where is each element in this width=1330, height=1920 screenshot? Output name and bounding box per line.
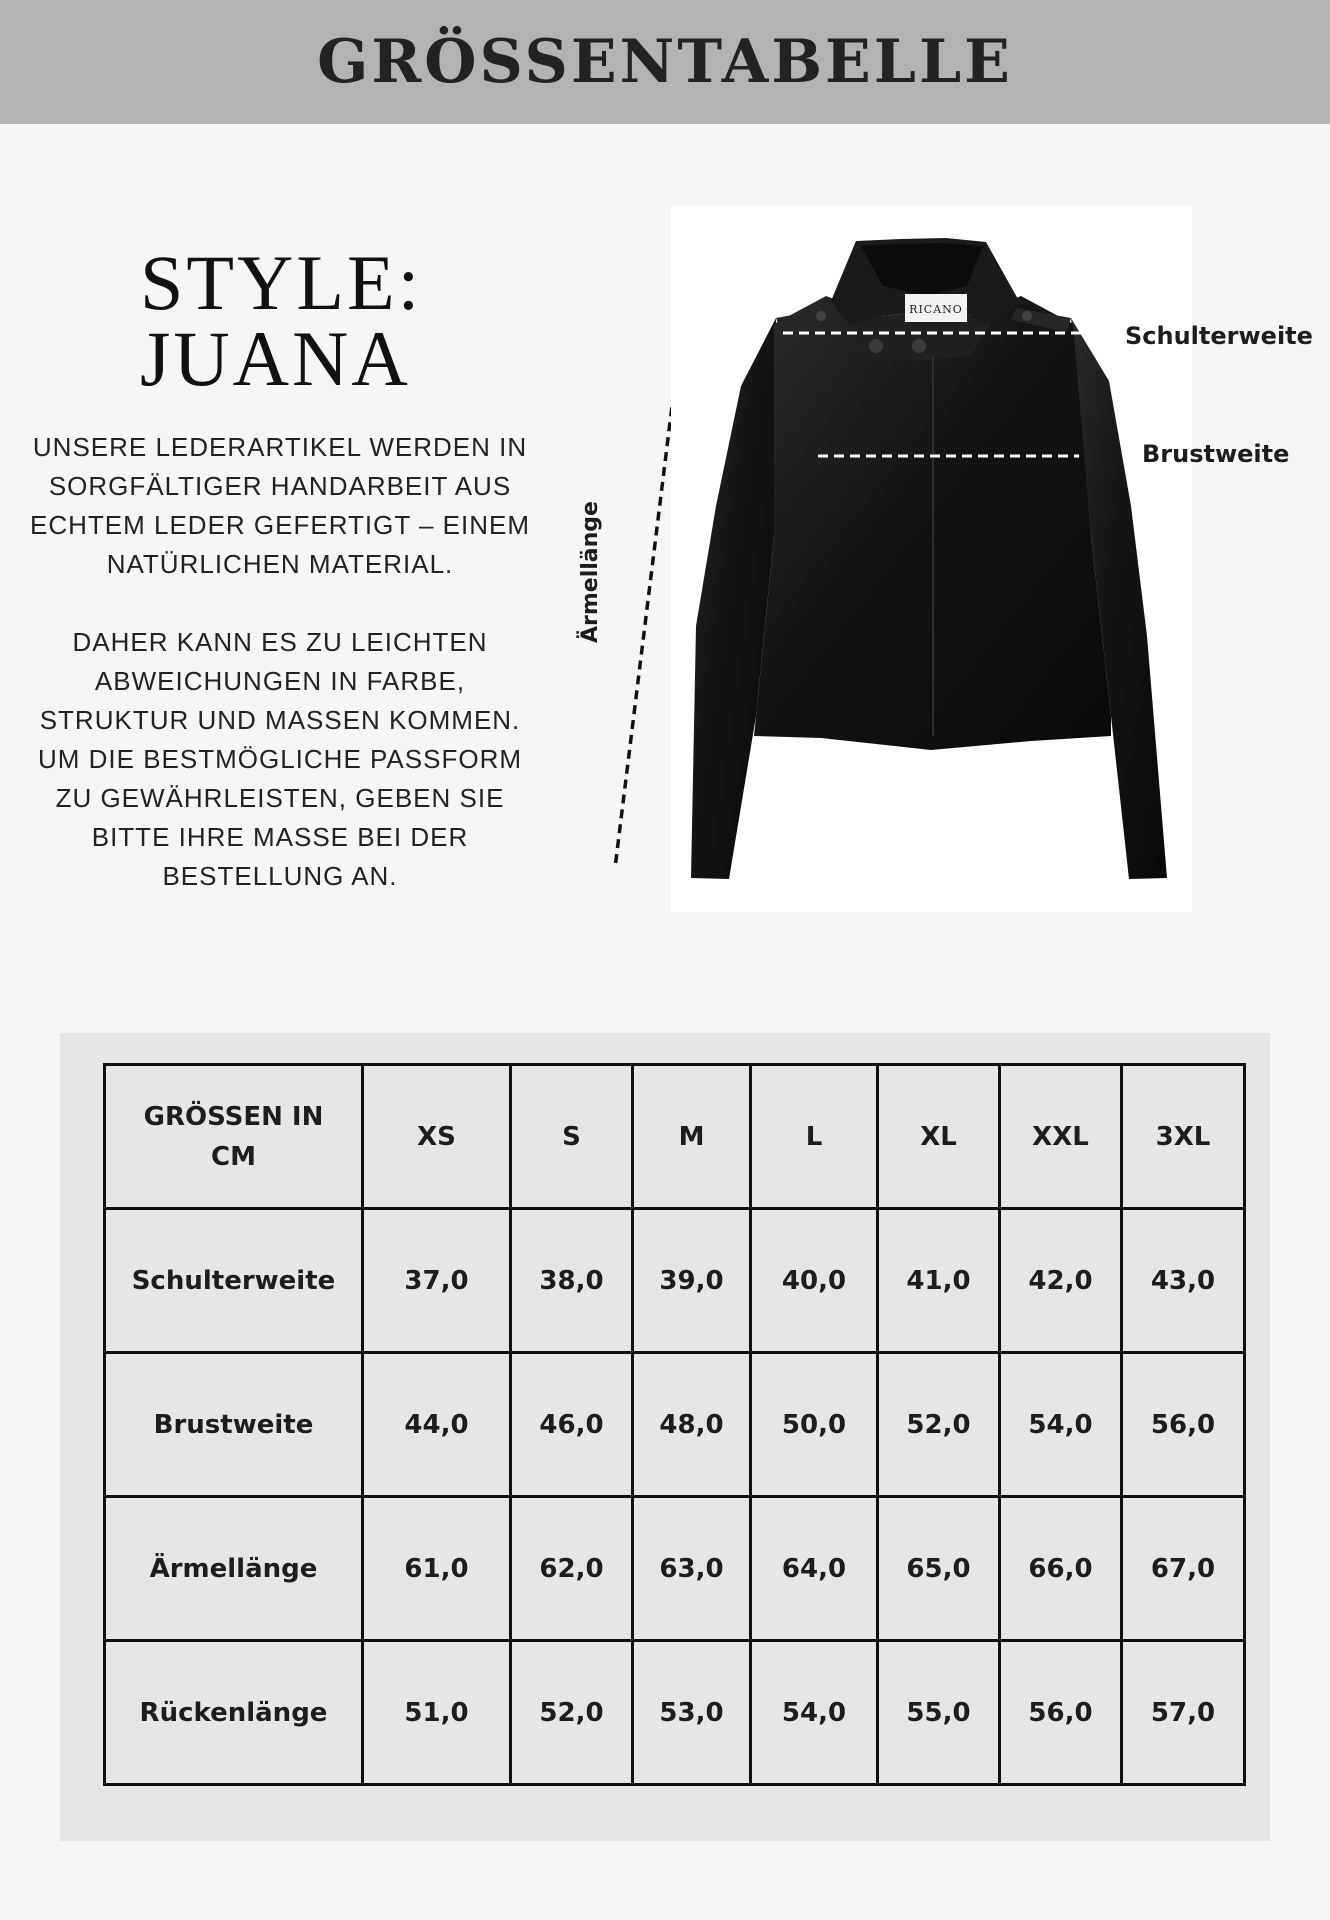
size-table [103,1063,1246,1786]
style-title-line2: JUANA [140,315,411,402]
table-cell: 65,0 [878,1497,1000,1641]
table-cell: 50,0 [751,1353,878,1497]
page-header [0,0,1330,124]
table-cell: 55,0 [878,1641,1000,1785]
row-label: Rückenlänge [105,1641,363,1785]
table-cell: 52,0 [511,1641,633,1785]
intro-text [20,428,540,896]
size-header-xs: XS [363,1065,511,1209]
size-header-xl: XL [878,1065,1000,1209]
table-cell: 66,0 [1000,1497,1122,1641]
table-header-label: GRÖSSEN IN CM [105,1065,363,1209]
table-cell: 56,0 [1122,1353,1245,1497]
table-cell: 48,0 [633,1353,751,1497]
row-label: Schulterweite [105,1209,363,1353]
table-cell: 37,0 [363,1209,511,1353]
size-header-m: M [633,1065,751,1209]
table-cell: 67,0 [1122,1497,1245,1641]
table-cell: 62,0 [511,1497,633,1641]
table-cell: 46,0 [511,1353,633,1497]
style-title-line1: STYLE: [140,239,423,326]
table-cell: 38,0 [511,1209,633,1353]
table-cell: 56,0 [1000,1641,1122,1785]
table-row [105,1209,1245,1353]
table-cell: 40,0 [751,1209,878,1353]
table-cell: 54,0 [751,1641,878,1785]
table-cell: 44,0 [363,1353,511,1497]
size-header-s: S [511,1065,633,1209]
table-cell: 57,0 [1122,1641,1245,1785]
row-label: Ärmellänge [105,1497,363,1641]
sleeve-length-label: Ärmellänge [578,501,603,643]
size-table-panel [60,1033,1270,1841]
chest-width-label: Brustweite [1142,440,1290,468]
brand-label: RICANO [909,303,963,316]
table-row [105,1497,1245,1641]
table-cell: 43,0 [1122,1209,1245,1353]
table-cell: 41,0 [878,1209,1000,1353]
size-header-l: L [751,1065,878,1209]
row-label: Brustweite [105,1353,363,1497]
table-cell: 54,0 [1000,1353,1122,1497]
intro-paragraph-2: DAHER KANN ES ZU LEICHTEN ABWEICHUNGEN IN FARBE, STRUKTUR UND MASSEN KOMMEN. UM DIE BESTMÖGLICHE PASSFORM ZU GEWÄHRLEISTEN, GEBEN SIE BITTE IHRE MASSE BEI DER BESTELLUNG AN. [37,627,522,891]
table-cell: 39,0 [633,1209,751,1353]
table-cell: 51,0 [363,1641,511,1785]
size-header-3xl: 3XL [1122,1065,1245,1209]
table-cell: 61,0 [363,1497,511,1641]
style-title [140,239,423,402]
jacket-illustration [671,206,1192,912]
intro-paragraph-1: UNSERE LEDERARTIKEL WERDEN IN SORGFÄLTIGER HANDARBEIT AUS ECHTEM LEDER GEFERTIGT – EINEM NATÜRLICHEN MATERIAL. [29,432,530,579]
table-cell: 63,0 [633,1497,751,1641]
table-cell: 64,0 [751,1497,878,1641]
table-cell: 53,0 [633,1641,751,1785]
table-row [105,1641,1245,1785]
table-cell: 52,0 [878,1353,1000,1497]
table-header-row [105,1065,1245,1209]
table-row [105,1353,1245,1497]
shoulder-width-label: Schulterweite [1125,322,1313,350]
page-title: GRÖSSENTABELLE [317,27,1013,97]
jacket-image [671,206,1192,912]
size-header-xxl: XXL [1000,1065,1122,1209]
table-cell: 42,0 [1000,1209,1122,1353]
